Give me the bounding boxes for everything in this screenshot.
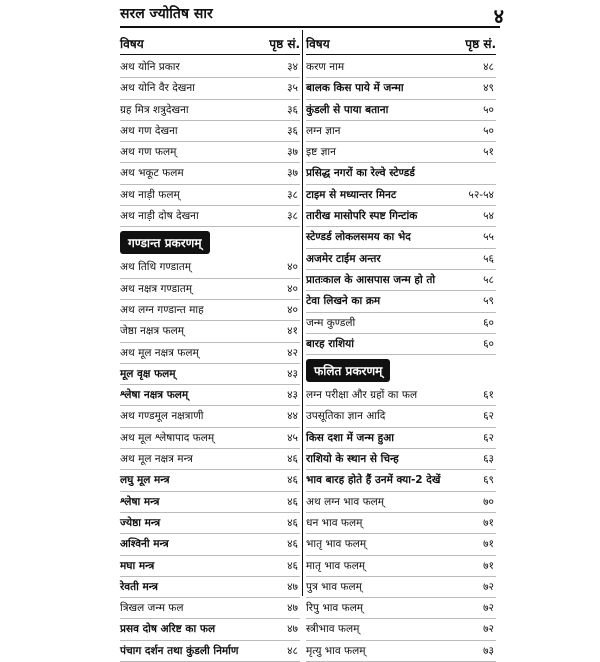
entry-title: धन भाव फलम् [306, 516, 363, 529]
toc-entry [306, 641, 496, 662]
toc-entry [120, 185, 300, 206]
toc-entry [306, 206, 496, 227]
entry-title: राशियो के स्थान से चिन्ह [306, 453, 399, 466]
entry-page: ५० [483, 103, 494, 116]
entry-title: ग्रह मित्र शत्रुदेखना [120, 103, 189, 116]
toc-entry [120, 470, 300, 491]
toc-list [306, 57, 496, 662]
subject-header: विषय [306, 37, 330, 51]
toc-entry [120, 513, 300, 534]
toc-entry [120, 534, 300, 555]
entry-title: श्लेषा नक्षत्र फलम् [120, 389, 189, 402]
toc-entry [306, 598, 496, 619]
entry-page: ६३ [483, 453, 494, 466]
toc-entry [120, 641, 300, 662]
entry-title: किस दशा में जन्म हुआ [306, 431, 394, 444]
entry-page: ४३ [287, 389, 298, 402]
entry-page: ४५ [287, 431, 298, 444]
toc-entry [306, 100, 496, 121]
entry-title: अथ लग्न गण्डान्त माह [120, 303, 204, 316]
entry-page: ६० [483, 337, 494, 350]
toc-entry [120, 406, 300, 427]
entry-page: ५८ [483, 273, 494, 286]
entry-page: ४३ [287, 367, 298, 380]
toc-entry [306, 185, 496, 206]
section-title: गण्डान्त प्रकरणम् [120, 231, 210, 254]
entry-title: अथ गण देखना [120, 124, 178, 137]
entry-title: बारह राशियां [306, 337, 354, 350]
entry-title: स्टेण्डर्ड लोकलसमय का भेद [306, 231, 411, 244]
entry-page: ६२ [483, 410, 494, 423]
column-header [120, 32, 300, 55]
entry-page: ५० [483, 124, 494, 137]
entry-title: अथ मूल नक्षत्र मन्त्र [120, 453, 193, 466]
entry-page: ६१ [483, 389, 494, 402]
page-header [120, 4, 504, 28]
toc-entry [306, 270, 496, 291]
entry-page: ५६ [483, 252, 494, 265]
toc-entry [306, 121, 496, 142]
entry-page: ४२ [287, 346, 298, 359]
entry-title: पुत्र भाव फलम् [306, 580, 362, 593]
entry-title: अथ मूल नक्षत्र फलम् [120, 346, 199, 359]
entry-title: अजमेर टाईम अन्तर [306, 252, 381, 265]
toc-entry [120, 385, 300, 406]
toc-entry [120, 279, 300, 300]
entry-page: ४७ [287, 623, 298, 636]
entry-title: अथ गण्डमूल नक्षत्राणी [120, 410, 204, 423]
entry-page: ४० [287, 303, 298, 316]
entry-page: ३६ [287, 124, 298, 137]
entry-title: प्रसिद्ध नगरों का रेल्वे स्टेण्डर्ड [306, 167, 415, 180]
toc-entry [306, 313, 496, 334]
entry-page: ५१ [483, 146, 494, 159]
toc-entry [306, 334, 496, 355]
section-heading [306, 357, 496, 383]
entry-title: मातृ भाव फलम् [306, 559, 366, 572]
toc-entry [120, 619, 300, 640]
entry-page: ७० [483, 495, 494, 508]
toc-entry [120, 321, 300, 342]
toc-entry [306, 291, 496, 312]
toc-entry [120, 206, 300, 227]
entry-page: ३८ [287, 188, 298, 201]
entry-page: ७१ [483, 538, 494, 551]
entry-page: ३७ [287, 146, 298, 159]
entry-title: अथ लग्न भाव फलम् [306, 495, 385, 508]
toc-entry [120, 121, 300, 142]
toc-entry [306, 406, 496, 427]
entry-title: रिपु भाव फलम् [306, 602, 364, 615]
toc-entry [306, 556, 496, 577]
entry-title: स्त्रीभाव फलम् [306, 623, 360, 636]
entry-title: जेष्ठा नक्षत्र फलम् [120, 325, 185, 338]
entry-title: अथ योनि प्रकार [120, 61, 180, 73]
entry-title: तारीख मासोपरि स्पष्ट गिन्टांक [306, 210, 418, 223]
entry-title: श्लेषा मन्त्र [120, 495, 160, 508]
entry-title: टेवा लिखने का क्रम [306, 295, 381, 308]
toc-entry [120, 57, 300, 78]
entry-title: अथ नाड़ी फलम् [120, 188, 180, 201]
toc-entry [120, 163, 300, 184]
toc-entry [120, 364, 300, 385]
toc-list [120, 57, 300, 662]
entry-page: ४८ [483, 61, 494, 73]
section-heading [120, 229, 300, 255]
entry-title: लघु मूल मन्त्र [120, 474, 170, 487]
entry-title: भातृ भाव फलम् [306, 538, 367, 551]
entry-title: अथ योनि वैर देखना [120, 82, 195, 95]
entry-title: करण नाम [306, 61, 345, 73]
entry-page: ७३ [483, 644, 494, 657]
entry-page: ५५ [483, 231, 494, 244]
entry-title: मघा मन्त्र [120, 559, 155, 572]
entry-title: कुंडली से पाया बताना [306, 103, 389, 116]
toc-entry [306, 78, 496, 99]
page-number: ४ [493, 4, 504, 28]
toc-entry [306, 619, 496, 640]
entry-page: ७१ [483, 516, 494, 529]
section-title: फलित प्रकरणम् [306, 359, 390, 382]
entry-page: ४६ [287, 495, 298, 508]
toc-entry [306, 492, 496, 513]
entry-page: ६० [483, 316, 494, 329]
toc-entry [306, 513, 496, 534]
entry-page: ३५ [287, 82, 298, 95]
entry-title: अथ तिथि गण्डातम् [120, 261, 192, 274]
toc-entry [120, 100, 300, 121]
entry-page: ४० [287, 282, 298, 295]
toc-entry [306, 428, 496, 449]
entry-page: ३८ [287, 210, 298, 223]
toc-left-column [120, 32, 300, 662]
toc-entry [120, 343, 300, 364]
toc-entry [120, 257, 300, 278]
entry-page: ४६ [287, 538, 298, 551]
toc-entry [306, 249, 496, 270]
toc-entry [306, 577, 496, 598]
entry-page: ७२ [483, 580, 494, 593]
entry-title: पंचाग दर्शन तथा कुंडली निर्माण [120, 644, 239, 657]
book-title: सरल ज्योतिष सार [120, 6, 213, 22]
toc-entry [306, 385, 496, 406]
entry-title: मूल वृक्ष फलम् [120, 367, 176, 380]
toc-entry [306, 449, 496, 470]
entry-title: लग्न ज्ञान [306, 124, 341, 137]
entry-title: प्रसव दोष अरिष्ट का फल [120, 623, 216, 636]
entry-page: ४४ [287, 410, 298, 423]
toc-entry [120, 428, 300, 449]
toc-entry [306, 534, 496, 555]
entry-title: अथ नक्षत्र गण्डातम् [120, 282, 193, 295]
entry-title: बालक किस पाये में जन्मा [306, 82, 404, 95]
entry-page: ४१ [287, 325, 298, 338]
toc-entry [306, 57, 496, 78]
toc-entry [306, 227, 496, 248]
entry-title: ज्येष्ठा मन्त्र [120, 516, 161, 529]
page-header-label: पृष्ठ सं. [269, 37, 300, 51]
toc-entry [306, 142, 496, 163]
entry-page: ७२ [483, 602, 494, 615]
entry-page: ६२ [483, 431, 494, 444]
entry-page: ४० [287, 261, 298, 274]
entry-title: उपसूतिका ज्ञान आदि [306, 410, 386, 423]
toc-entry [120, 492, 300, 513]
entry-page: ७२ [483, 623, 494, 636]
entry-title: टाइम से मध्यान्तर मिनट [306, 188, 397, 201]
entry-title: अथ नाड़ी दोष देखना [120, 210, 199, 223]
entry-page: ५२-५४ [468, 188, 494, 201]
entry-page: ४६ [287, 474, 298, 487]
entry-page: ४६ [287, 453, 298, 466]
entry-page: ३६ [287, 103, 298, 116]
toc-entry [120, 449, 300, 470]
entry-title: मृत्यु भाव फलम् [306, 644, 366, 657]
toc-entry [120, 78, 300, 99]
column-divider [302, 30, 303, 596]
entry-page: ४६ [287, 559, 298, 572]
entry-title: अथ भकूट फलम [120, 167, 184, 180]
entry-page: ३४ [287, 61, 298, 73]
entry-title: त्रिखल जन्म फल [120, 602, 184, 615]
entry-title: अश्विनी मन्त्र [120, 538, 169, 551]
entry-page: ६९ [483, 474, 494, 487]
entry-page: ४७ [287, 602, 298, 615]
toc-entry [120, 142, 300, 163]
toc-entry [120, 598, 300, 619]
entry-page: ३७ [287, 167, 298, 180]
page-header-label: पृष्ठ सं. [465, 37, 496, 51]
entry-title: अथ मूल श्लेषापाद फलम् [120, 431, 215, 444]
entry-page: ४९ [483, 82, 494, 95]
toc-entry [306, 470, 496, 491]
entry-title: भाव बारह होते हैं उनमें क्या-2 देखें [306, 474, 441, 487]
entry-title: अथ गण फलम् [120, 146, 177, 159]
column-header [306, 32, 496, 55]
toc-right-column [306, 32, 496, 662]
entry-page: ४७ [287, 580, 298, 593]
entry-title: इष्ट ज्ञान [306, 146, 336, 159]
entry-page: ५४ [483, 210, 494, 223]
entry-title: लग्न परीक्षा और ग्रहों का फल [306, 389, 418, 402]
entry-page: ७१ [483, 559, 494, 572]
subject-header: विषय [120, 37, 144, 51]
entry-title: जन्म कुण्डली [306, 316, 356, 329]
entry-page: ४६ [287, 516, 298, 529]
entry-page: ५९ [483, 295, 494, 308]
entry-title: प्रातःकाल के आसपास जन्म हो तो [306, 273, 436, 286]
toc-entry [120, 577, 300, 598]
entry-page: ४८ [287, 644, 298, 657]
toc-entry [120, 300, 300, 321]
entry-title: रेवती मन्त्र [120, 580, 158, 593]
toc-entry [120, 556, 300, 577]
toc-entry [306, 163, 496, 184]
